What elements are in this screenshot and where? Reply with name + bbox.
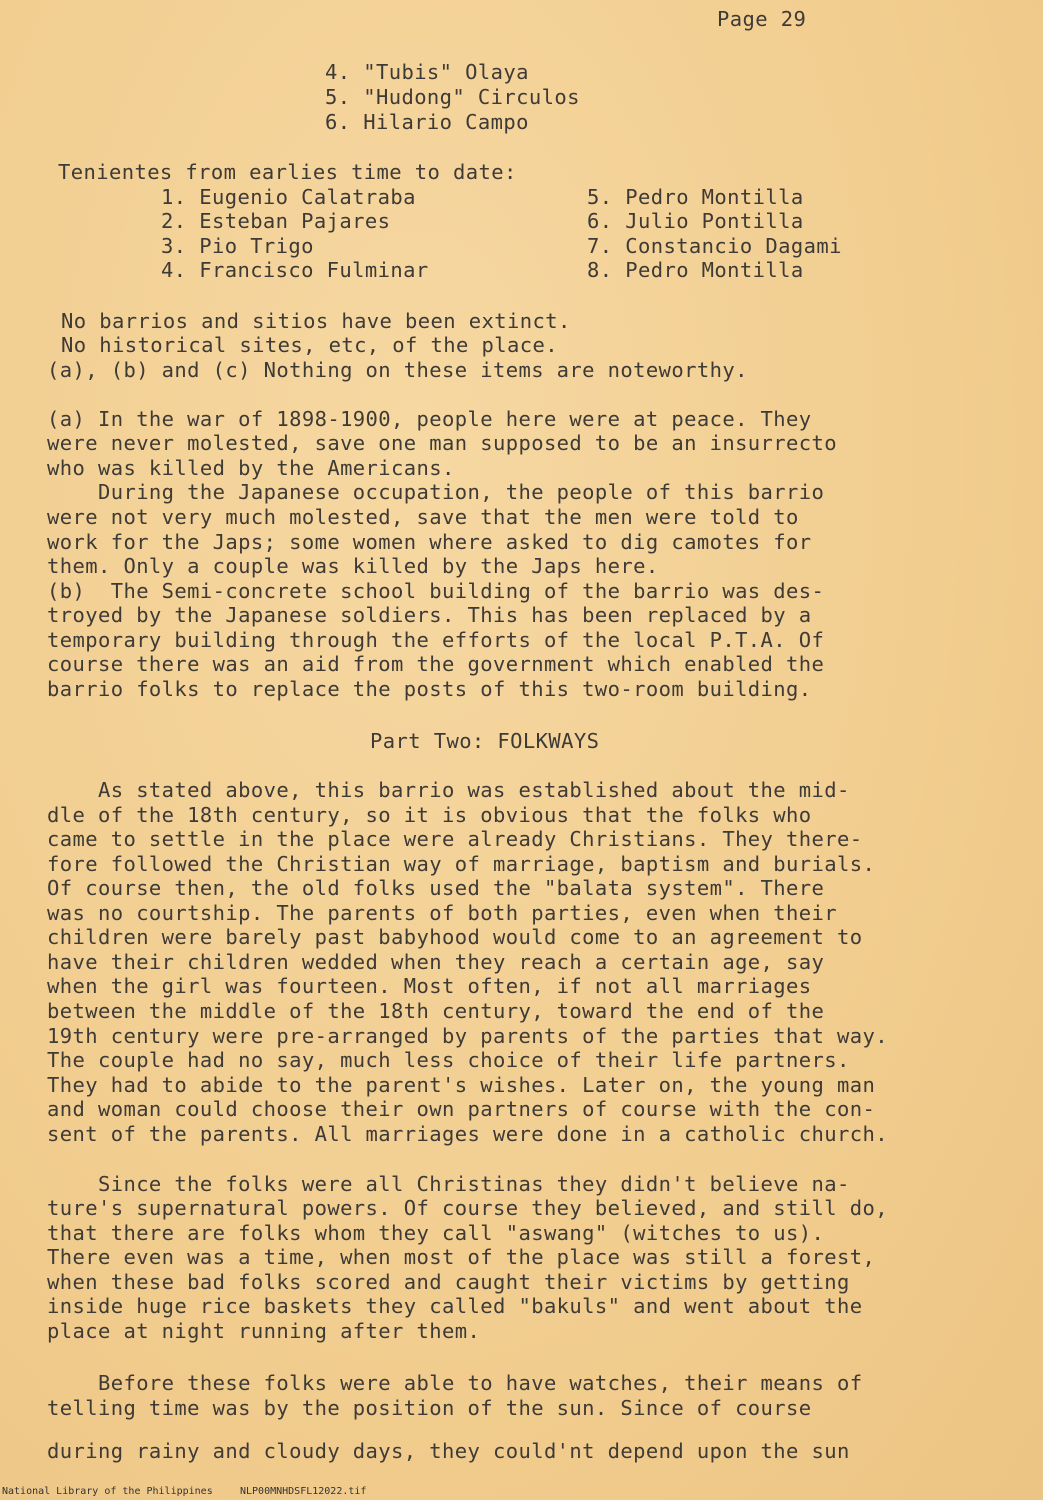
paragraph-line: came to settle in the place were already Christians. They there-	[47, 827, 863, 851]
paragraph-line: when these bad folks scored and caught their victims by getting	[47, 1270, 850, 1294]
paragraph-line: fore followed the Christian way of marriage, baptism and burials.	[47, 852, 876, 876]
part-two-heading: Part Two: FOLKWAYS	[370, 729, 600, 753]
paragraph-line: course there was an aid from the government which enabled the	[47, 652, 825, 676]
paragraph-line: sent of the parents. All marriages were done in a catholic church.	[47, 1122, 888, 1146]
list-item: 3. Pio Trigo	[161, 234, 314, 258]
footer-file: NLP00MNHDSFL12022.tif	[240, 1486, 367, 1497]
paragraph-line: (b) The Semi-concrete school building of the barrio was des-	[47, 579, 825, 603]
paragraph-line: between the middle of the 18th century, toward the end of the	[47, 999, 825, 1023]
paragraph-line: have their children wedded when they reach a certain age, say	[47, 950, 825, 974]
note-line: (a), (b) and (c) Nothing on these items are noteworthy.	[47, 358, 748, 382]
paragraph-line: who was killed by the Americans.	[47, 456, 455, 480]
paragraph-line: Since the folks were all Christinas they didn't believe na-	[47, 1172, 850, 1196]
paragraph-line: place at night running after them.	[47, 1319, 481, 1343]
paragraph-line: temporary building through the efforts of the local P.T.A. Of	[47, 628, 825, 652]
tenientes-heading: Tenientes from earlies time to date:	[58, 160, 517, 184]
list-item: 6. Hilario Campo	[325, 110, 529, 134]
paragraph-line: them. Only a couple was killed by the Japs here.	[47, 554, 659, 578]
list-item: 8. Pedro Montilla	[587, 258, 804, 282]
paragraph-line: Of course then, the old folks used the "balata system". There	[47, 876, 825, 900]
paragraph-line: children were barely past babyhood would come to an agreement to	[47, 925, 863, 949]
paragraph-line: was no courtship. The parents of both parties, even when their	[47, 901, 838, 925]
list-item: 5. Pedro Montilla	[587, 185, 804, 209]
list-item: 4. Francisco Fulminar	[161, 258, 429, 282]
note-line: No barrios and sitios have been extinct.	[61, 309, 571, 333]
paragraph-line: They had to abide to the parent's wishes. Later on, the young man	[47, 1073, 876, 1097]
list-item: 4. "Tubis" Olaya	[325, 60, 529, 84]
list-item: 5. "Hudong" Circulos	[325, 85, 580, 109]
list-item: 6. Julio Pontilla	[587, 209, 804, 233]
paragraph-line: (a) In the war of 1898-1900, people here were at peace. They	[47, 407, 812, 431]
list-item: 2. Esteban Pajares	[161, 209, 391, 233]
note-line: No historical sites, etc, of the place.	[61, 333, 558, 357]
paragraph-line: were never molested, save one man supposed to be an insurrecto	[47, 431, 838, 455]
paragraph-line: were not very much molested, save that the men were told to	[47, 505, 799, 529]
paragraph-line: when the girl was fourteen. Most often, if not all marriages	[47, 974, 812, 998]
paragraph-line: As stated above, this barrio was established about the mid-	[47, 778, 850, 802]
paragraph-line: dle of the 18th century, so it is obvious that the folks who	[47, 803, 812, 827]
page-number: Page 29	[717, 7, 807, 31]
paragraph-line: The couple had no say, much less choice of their life partners.	[47, 1048, 850, 1072]
paragraph-line: that there are folks whom they call "aswang" (witches to us).	[47, 1221, 825, 1245]
paragraph-line: telling time was by the position of the sun. Since of course	[47, 1396, 812, 1420]
paragraph-line: There even was a time, when most of the place was still a forest,	[47, 1245, 876, 1269]
paragraph-line: ture's supernatural powers. Of course they believed, and still do,	[47, 1196, 888, 1220]
paragraph-line: and woman could choose their own partners of course with the con-	[47, 1097, 876, 1121]
paragraph-line: work for the Japs; some women where asked to dig camotes for	[47, 530, 812, 554]
paragraph-line: During the Japanese occupation, the people of this barrio	[47, 480, 825, 504]
paragraph-line: 19th century were pre-arranged by parents of the parties that way.	[47, 1024, 888, 1048]
list-item: 7. Constancio Dagami	[587, 234, 842, 258]
footer-library: National Library of the Philippines	[2, 1486, 213, 1497]
list-item: 1. Eugenio Calatraba	[161, 185, 416, 209]
paragraph-line: during rainy and cloudy days, they could'nt depend upon the sun	[47, 1439, 850, 1463]
paragraph-line: troyed by the Japanese soldiers. This has been replaced by a	[47, 603, 812, 627]
paragraph-line: Before these folks were able to have watches, their means of	[47, 1371, 863, 1395]
paragraph-line: barrio folks to replace the posts of this two-room building.	[47, 677, 812, 701]
paragraph-line: inside huge rice baskets they called "bakuls" and went about the	[47, 1294, 863, 1318]
